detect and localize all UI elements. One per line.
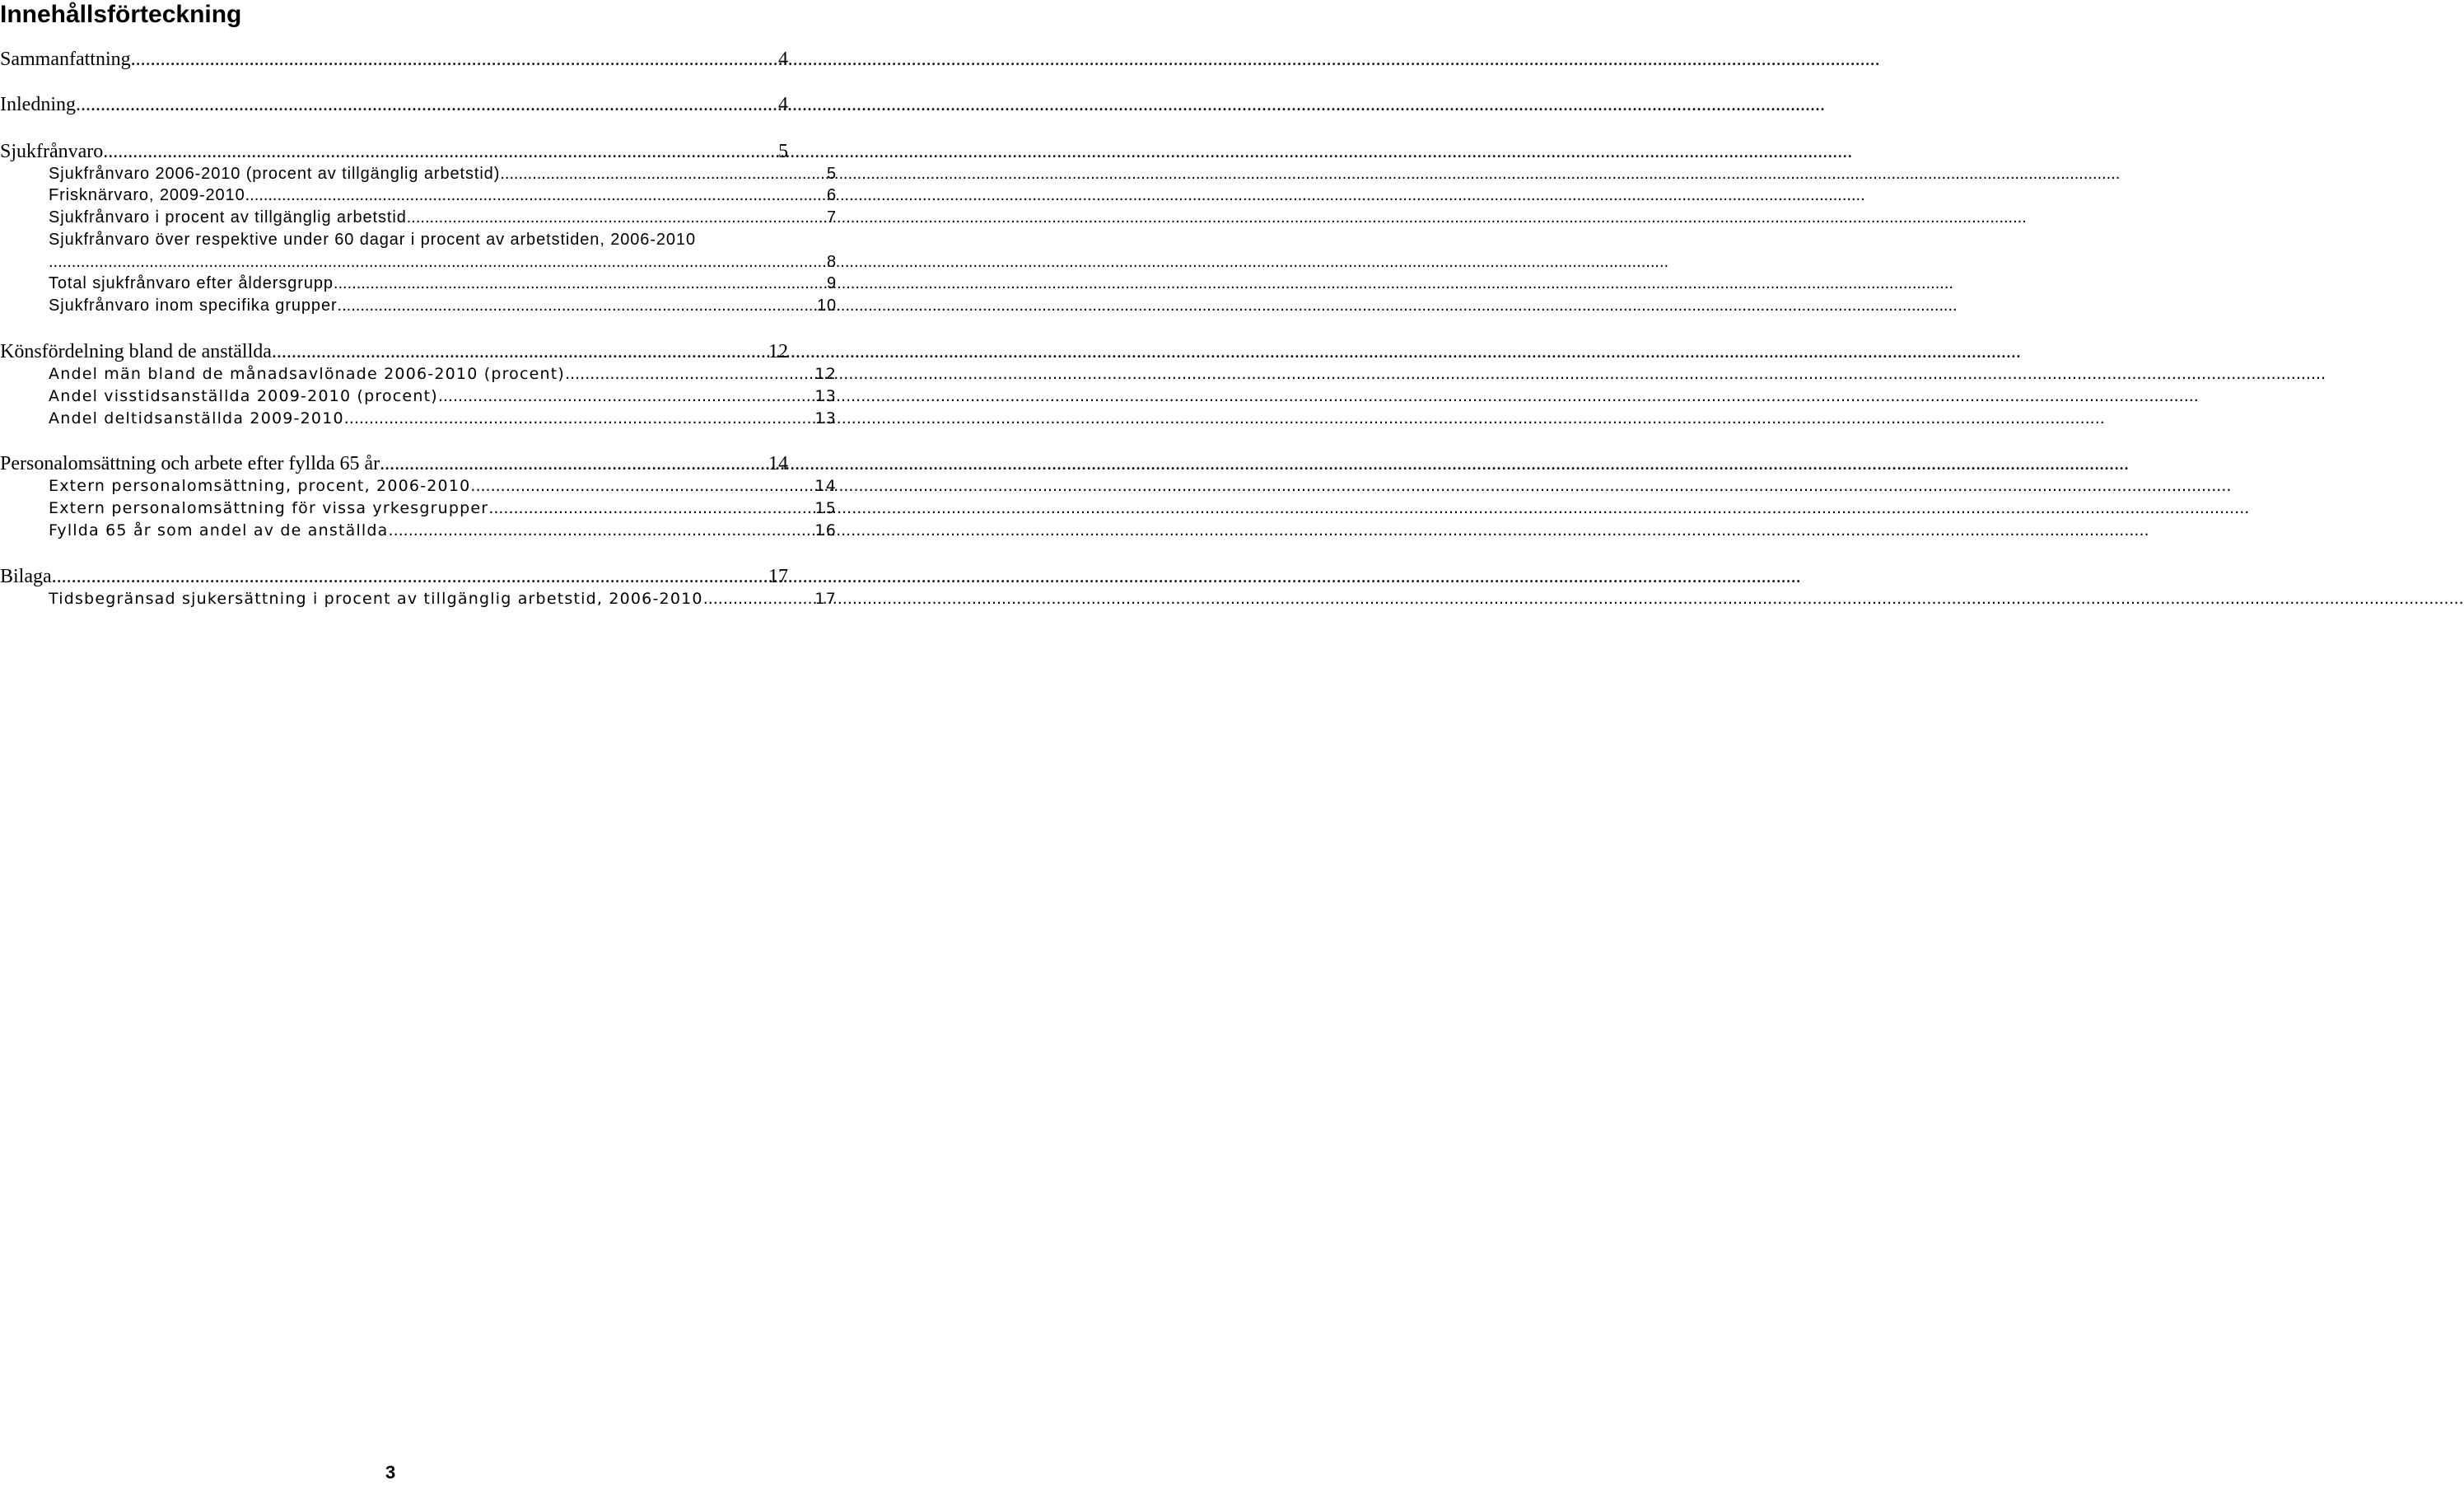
toc-entry-page: 14 (768, 453, 788, 474)
toc-heading: Innehållsförteckning (0, 1, 242, 28)
toc-entry-page: 6 (826, 186, 837, 204)
toc-subentry[interactable] (0, 409, 837, 428)
toc-dot-leader (389, 521, 812, 540)
toc-entry-page: 16 (814, 521, 837, 539)
toc-entry-page: 13 (814, 387, 837, 405)
toc-dot-leader (500, 164, 824, 184)
toc-dot-leader (380, 452, 765, 475)
toc-entry-page: 4 (778, 94, 788, 115)
toc-subentry[interactable] (0, 164, 837, 184)
toc-entry-text: Personalomsättning och arbete efter fyllda 65 år (0, 453, 380, 474)
toc-entry-text: Sjukfrånvaro (0, 141, 104, 162)
toc-entry-text: Tidsbegränsad sjukersättning i procent av tillgänglig arbetstid, 2006-2010 (49, 590, 703, 608)
toc-entry-text: Sjukfrånvaro i procent av tillgänglig arbetstid (49, 208, 407, 227)
toc-dot-leader (334, 273, 824, 293)
toc-entry[interactable] (0, 93, 788, 116)
toc-entry[interactable] (0, 48, 788, 71)
toc-dot-leader (52, 565, 765, 588)
toc-dot-leader (344, 409, 812, 428)
toc-entry[interactable] (0, 452, 788, 475)
toc-subentry[interactable] (0, 386, 837, 406)
toc-entry-text: Inledning (0, 94, 76, 115)
toc-entry-page: 7 (826, 208, 837, 227)
toc-entry-page: 5 (826, 165, 837, 183)
toc-entry-text: Sammanfattning (0, 49, 131, 70)
toc-entry-page: 4 (778, 49, 788, 70)
toc-entry[interactable] (0, 140, 788, 163)
toc-dot-leader (488, 498, 811, 518)
toc-dot-leader (245, 185, 824, 205)
toc-entry-page: 17 (814, 590, 837, 608)
toc-entry-page: 10 (816, 297, 837, 315)
toc-entry-page: 5 (778, 141, 788, 162)
toc-subentry[interactable] (0, 521, 837, 540)
toc-entry-page: 13 (814, 409, 837, 427)
toc-dot-leader (103, 140, 775, 163)
toc-subentry[interactable] (0, 185, 837, 205)
toc-entry-text: Andel visstidsanställda 2009-2010 (procent) (49, 387, 438, 405)
toc-entry-text: Sjukfrånvaro över respektive under 60 dagar i procent av arbetstiden, 2006-2010 (49, 231, 696, 249)
toc-entry-text: Total sjukfrånvaro efter åldersgrupp (49, 274, 334, 292)
page-number: 3 (385, 1462, 396, 1483)
toc-entry-text: Andel män bland de månadsavlönade 2006-2010 (procent) (49, 365, 566, 383)
toc-entry-page: 12 (768, 341, 788, 362)
toc-dot-leader (438, 386, 812, 406)
document-page (0, 0, 837, 1490)
toc-entry-page: 15 (814, 499, 837, 517)
toc-entry-page: 17 (768, 566, 788, 587)
toc-subentry[interactable] (0, 230, 837, 250)
toc-entry-text: Sjukfrånvaro 2006-2010 (procent av tillgänglig arbetstid) (49, 165, 501, 183)
toc-subentry[interactable] (0, 589, 837, 609)
toc-dot-leader (565, 364, 811, 384)
toc-subentry[interactable] (0, 364, 837, 384)
toc-subentry[interactable] (0, 296, 837, 315)
toc-dot-leader (338, 296, 814, 315)
toc-entry-text: Extern personalomsättning, procent, 2006-2010 (49, 477, 471, 495)
toc-subentry[interactable] (0, 273, 837, 293)
toc-entry-page: 12 (814, 365, 837, 383)
toc-entry[interactable] (0, 565, 788, 588)
toc-entry-text: Andel deltidsanställda 2009-2010 (49, 409, 344, 427)
toc-entry-text: Könsfördelning bland de anställda (0, 341, 272, 362)
toc-dot-leader (272, 340, 765, 363)
toc-subentry[interactable] (0, 498, 837, 518)
toc-subentry[interactable] (0, 476, 837, 496)
toc-dot-leader (407, 208, 824, 227)
toc-entry[interactable] (0, 340, 788, 363)
toc-entry-page: 9 (826, 274, 837, 292)
toc-entry-page: 14 (814, 477, 837, 495)
toc-dot-leader (703, 589, 812, 609)
toc-entry-text: Bilaga (0, 566, 52, 587)
toc-entry-page: 8 (826, 253, 837, 271)
toc-entry-text: Extern personalomsättning för vissa yrkesgrupper (49, 499, 489, 517)
toc-entry-text: Fyllda 65 år som andel av de anställda (49, 521, 389, 539)
toc-dot-leader (131, 48, 775, 71)
toc-dot-leader (76, 93, 775, 116)
toc-subentry[interactable] (0, 208, 837, 227)
toc-entry-text: Frisknärvaro, 2009-2010 (49, 186, 245, 204)
toc-entry-text: Sjukfrånvaro inom specifika grupper (49, 297, 338, 315)
toc-subentry-continuation[interactable] (0, 252, 837, 272)
toc-dot-leader (470, 476, 811, 496)
toc-dot-leader (49, 252, 824, 272)
